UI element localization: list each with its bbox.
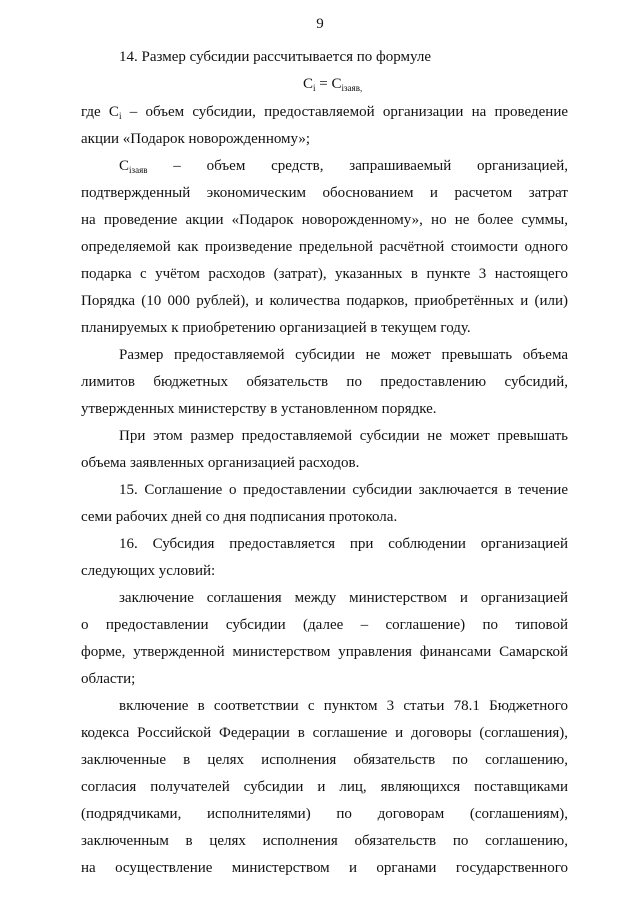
definition-ci-text: – объем субсидии, предоставляемой организации на проведение (121, 104, 569, 120)
text-line: подтвержденный экономическим обоснованием и расчетом затрат (81, 185, 568, 201)
definition-ci-subscript: i (118, 111, 122, 121)
formula-left-symbol: C (303, 76, 314, 92)
text-line: включение в соответствии с пунктом 3 статьи 78.1 Бюджетного (119, 698, 568, 714)
paragraph-14-line: 14. Размер субсидии рассчитывается по формуле (119, 49, 431, 65)
text-line: согласия получателей субсидии и лиц, являющихся поставщиками (81, 779, 568, 795)
text-line: на проведение акции «Подарок новорожденному», но не более суммы, (81, 212, 568, 228)
text-line: заключенным в целях исполнения обязательств по соглашению, (81, 833, 568, 849)
definition-cizaiav-line (119, 156, 568, 177)
text-line: заключенные в целях исполнения обязательств по соглашению, (81, 752, 568, 768)
text-line: объема заявленных организацией расходов. (81, 455, 360, 471)
text-line: (подрядчиками, исполнителями) по договорам (соглашениям), (81, 806, 568, 822)
paragraph-15-line: 15. Соглашение о предоставлении субсидии заключается в течение (119, 482, 568, 498)
formula-left-subscript: i (313, 83, 316, 93)
definition-cizaiav-text: – объем средств, запрашиваемый организацией, (147, 158, 568, 174)
text-line: заключение соглашения между министерством и организацией (119, 590, 568, 606)
formula-right-subscript: iзаяв, (341, 83, 363, 93)
text-line: о предоставлении субсидии (далее – соглашение) по типовой (81, 617, 568, 633)
text-line: утвержденных министерству в установленном порядке. (81, 401, 437, 417)
definition-ci-line (81, 102, 568, 123)
text-line: Размер предоставляемой субсидии не может превышать объема (119, 347, 568, 363)
text-line: форме, утвержденной министерством управления финансами Самарской (81, 644, 568, 660)
text-line: планируемых к приобретению организацией в текущем году. (81, 320, 471, 336)
definition-ci-prefix: где C (81, 104, 119, 120)
text-line: Порядка (10 000 рублей), и количества подарков, приобретённых и (или) (81, 293, 568, 309)
definition-cizaiav-symbol: C (119, 158, 130, 174)
paragraph-16-line: 16. Субсидия предоставляется при соблюдении организацией (119, 536, 568, 552)
formula-equals: = C (315, 76, 342, 92)
text-line: При этом размер предоставляемой субсидии не может превышать (119, 428, 568, 444)
text-line: акции «Подарок новорожденному»; (81, 131, 311, 147)
text-line: кодекса Российской Федерации в соглашение и договоры (соглашения), (81, 725, 568, 741)
page-number: 9 (316, 16, 324, 32)
text-line: определяемой как произведение предельной расчётной стоимости одного (81, 239, 568, 255)
text-line: области; (81, 671, 136, 687)
text-line: подарка с учётом расходов (затрат), указанных в пункте 3 настоящего (81, 266, 568, 282)
subsidy-formula (303, 74, 362, 95)
text-line: лимитов бюджетных обязательств по предоставлению субсидий, (81, 374, 568, 390)
text-line: на осуществление министерством и органами государственного (81, 860, 568, 876)
text-line: семи рабочих дней со дня подписания протокола. (81, 509, 398, 525)
definition-cizaiav-subscript: iзаяв (129, 165, 148, 175)
text-line: следующих условий: (81, 563, 216, 579)
